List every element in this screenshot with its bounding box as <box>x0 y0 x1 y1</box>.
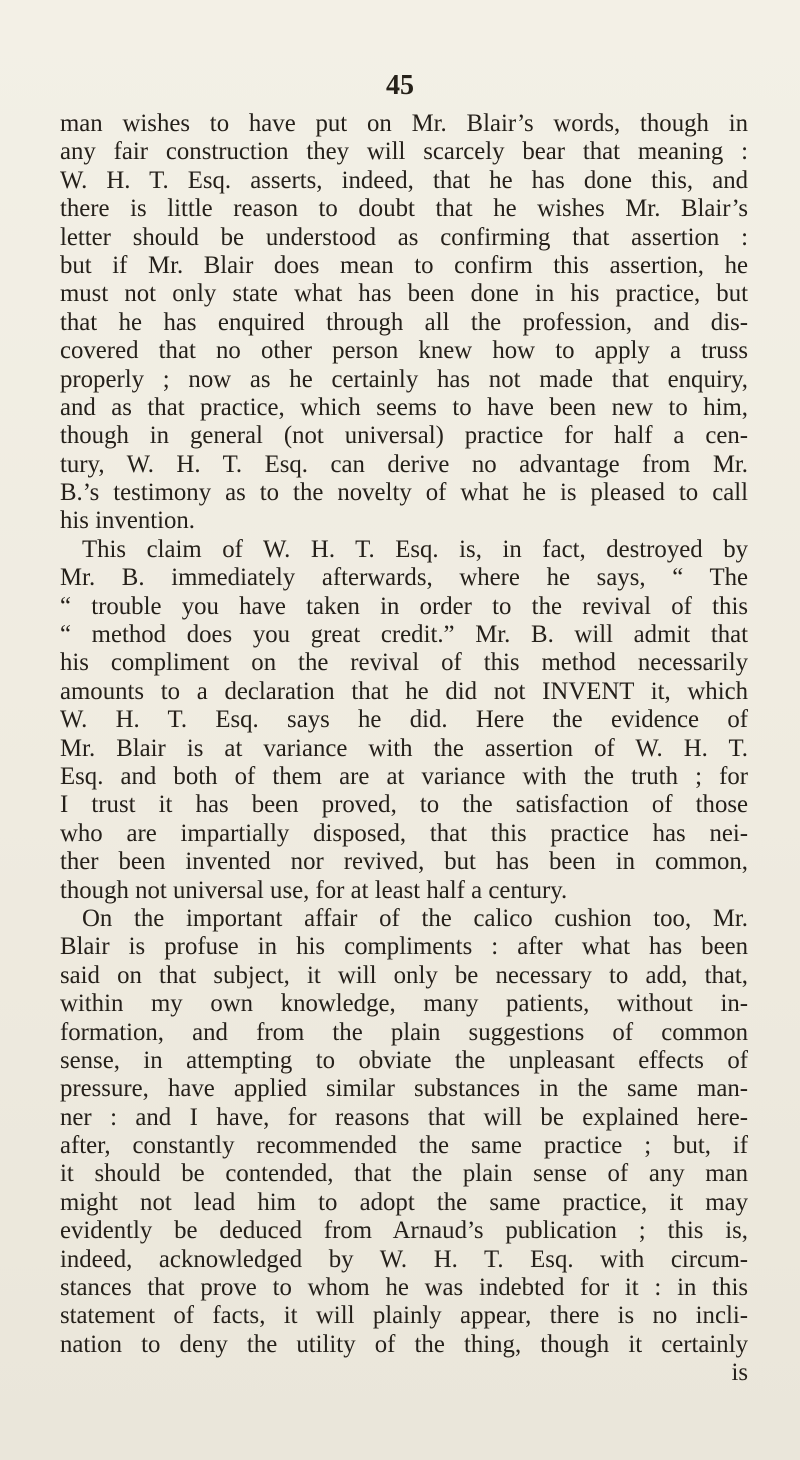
text-line: his compliment on the revival of this method necessarily <box>60 649 748 677</box>
text-line: said on that subject, it will only be necessary to add, that, <box>60 961 748 989</box>
text-line: there is little reason to doubt that he wishes Mr. Blair’s <box>60 195 748 223</box>
text-line: indeed, acknowledged by W. H. T. Esq. with circum- <box>60 1245 748 1273</box>
text-line: pressure, have applied similar substances in the same man- <box>60 1075 748 1103</box>
text-line: letter should be understood as confirming that assertion : <box>60 223 748 251</box>
text-line: and as that practice, which seems to have been new to him, <box>60 393 748 421</box>
text-line: Blair is profuse in his compliments : after what has been <box>60 933 748 961</box>
text-line: evidently be deduced from Arnaud’s publication ; this is, <box>60 1217 748 1245</box>
text-line: though in general (not universal) practice for half a cen- <box>60 422 748 450</box>
text-line: covered that no other person knew how to apply a truss <box>60 337 748 365</box>
paragraph-start-line: This claim of W. H. T. Esq. is, in fact, destroyed by <box>82 535 748 563</box>
paragraph-start-line: On the important affair of the calico cushion too, Mr. <box>82 904 748 932</box>
text-line: Mr. B. immediately afterwards, where he says, “ The <box>60 564 748 592</box>
page-number: 45 <box>386 70 414 101</box>
text-line: might not lead him to adopt the same practice, it may <box>60 1188 748 1216</box>
text-line: who are impartially disposed, that this practice has nei- <box>60 819 748 847</box>
body-text <box>60 110 748 1388</box>
text-line: amounts to a declaration that he did not INVENT it, which <box>60 677 748 705</box>
text-line: any fair construction they will scarcely bear that meaning : <box>60 138 748 166</box>
text-line: nation to deny the utility of the thing, though it certainly <box>60 1330 748 1358</box>
text-line: must not only state what has been done in his practice, but <box>60 280 748 308</box>
text-line: “ method does you great credit.” Mr. B. will admit that <box>60 621 748 649</box>
text-line: after, constantly recommended the same practice ; but, if <box>60 1132 748 1160</box>
text-line: statement of facts, it will plainly appear, there is no incli- <box>60 1302 748 1330</box>
text-line: it should be contended, that the plain sense of any man <box>60 1160 748 1188</box>
text-line: tury, W. H. T. Esq. can derive no advantage from Mr. <box>60 450 748 478</box>
text-line: Mr. Blair is at variance with the assertion of W. H. T. <box>60 734 748 762</box>
text-line: W. H. T. Esq. says he did. Here the evidence of <box>60 706 748 734</box>
text-line: “ trouble you have taken in order to the revival of this <box>60 592 748 620</box>
text-line: W. H. T. Esq. asserts, indeed, that he has done this, and <box>60 166 748 194</box>
text-line: within my own knowledge, many patients, without in- <box>60 990 748 1018</box>
text-line: Esq. and both of them are at variance with the truth ; for <box>60 762 748 790</box>
text-line: but if Mr. Blair does mean to confirm this assertion, he <box>60 251 748 279</box>
text-line: man wishes to have put on Mr. Blair’s words, though in <box>60 110 748 137</box>
text-line: though not universal use, for at least half a century. <box>60 876 568 904</box>
text-line: B.’s testimony as to the novelty of what he is pleased to call <box>60 479 748 507</box>
catchword: is <box>731 1359 748 1387</box>
text-line: sense, in attempting to obviate the unpleasant effects of <box>60 1046 748 1074</box>
text-line: I trust it has been proved, to the satisfaction of those <box>60 791 748 819</box>
text-line: that he has enquired through all the profession, and dis- <box>60 308 748 336</box>
text-line: properly ; now as he certainly has not made that enquiry, <box>60 365 748 393</box>
text-line: his invention. <box>60 507 196 535</box>
text-line: stances that prove to whom he was indebted for it : in this <box>60 1274 748 1302</box>
text-line: ner : and I have, for reasons that will be explained here- <box>60 1103 748 1131</box>
text-line: formation, and from the plain suggestions of common <box>60 1018 748 1046</box>
text-line: ther been invented nor revived, but has been in common, <box>60 848 748 876</box>
